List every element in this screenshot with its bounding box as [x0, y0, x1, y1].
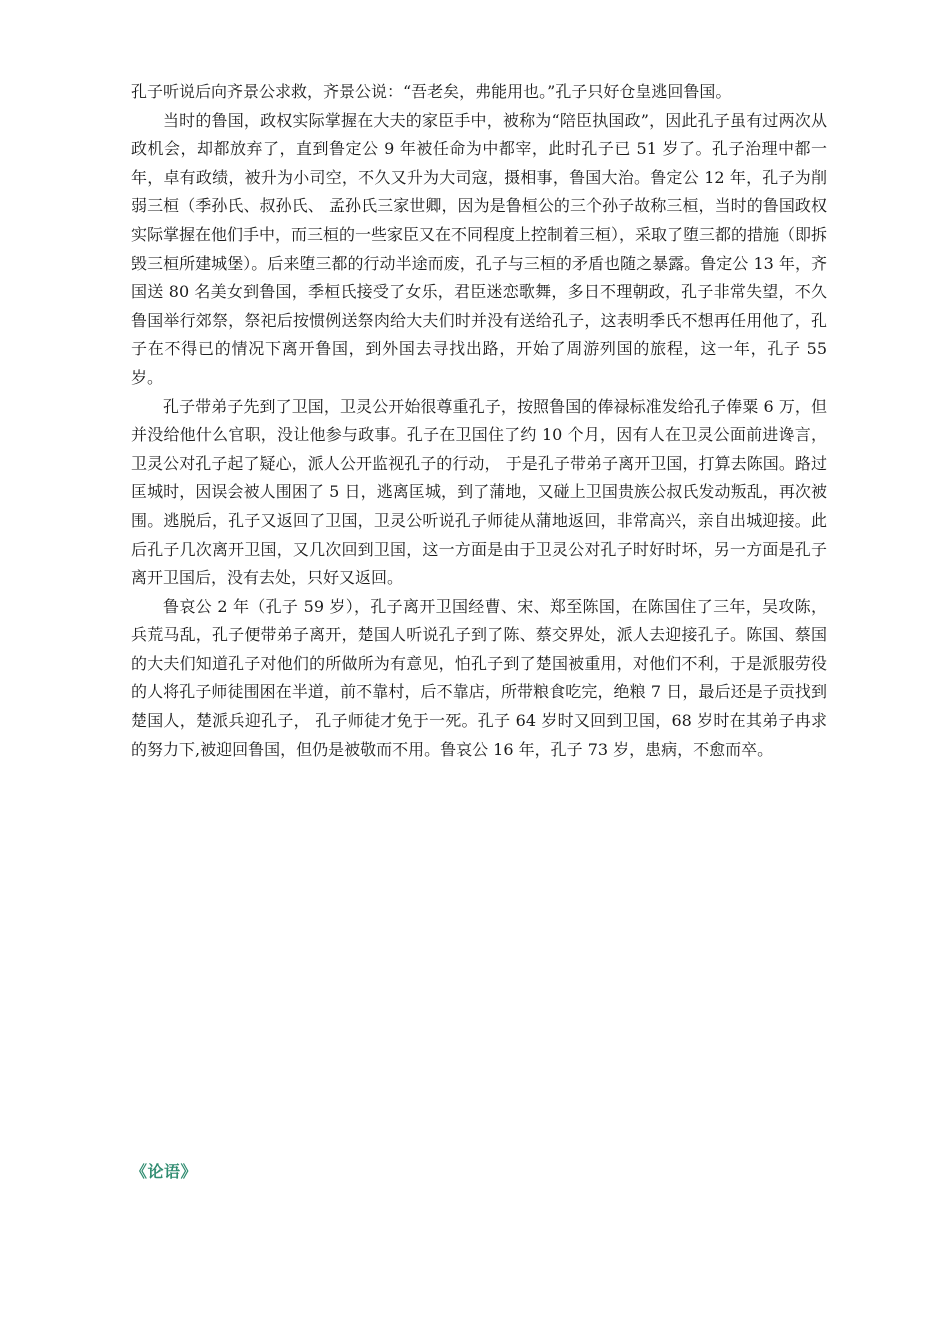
paragraph-3: 孔子带弟子先到了卫国，卫灵公开始很尊重孔子，按照鲁国的俸禄标准发给孔子俸粟 6 万，但并没给他什么官职，没让他参与政事。孔子在卫国住了约 10 个月，因有人在卫灵公面前进谗言，卫灵公对孔子起了疑心，派人公开监视孔子的行动， 于是孔子带弟子离开卫国，打算去陈国。路过匡城时，因误会被人围困了 5 日，逃离匡城，到了蒲地，又碰上卫国贵族公叔氏发动叛乱，再次被围。逃脱后，孔子又返回了卫国，卫灵公听说孔子师徒从蒲地返回，非常高兴，亲自出城迎接。此后孔子几次离开卫国，又几次回到卫国，这一方面是由于卫灵公对孔子时好时坏，另一方面是孔子离开卫国后，没有去处，只好又返回。	[131, 396, 827, 588]
paragraph-2: 当时的鲁国，政权实际掌握在大夫的家臣手中，被称为“陪臣执国政”，因此孔子虽有过两次从政机会，却都放弃了，直到鲁定公 9 年被任命为中都宰，此时孔子已 51 岁了。孔子治理中都一年，卓有政绩，被升为小司空，不久又升为大司寇，摄相事，鲁国大治。鲁定公 12 年，孔子为削弱三桓（季孙氏、叔孙氏、 孟孙氏三家世卿，因为是鲁桓公的三个孙子故称三桓，当时的鲁国政权实际掌握在他们手中，而三桓的一些家臣又在不同程度上控制着三桓），采取了堕三都的措施（即拆毁三桓所建城堡）。后来堕三都的行动半途而废，孔子与三桓的矛盾也随之暴露。鲁定公 13 年，齐国送 80 名美女到鲁国，季桓氏接受了女乐，君臣迷恋歌舞，多日不理朝政，孔子非常失望，不久鲁国举行郊祭，祭祀后按惯例送祭肉给大夫们时并没有送给孔子，这表明季氏不想再任用他了，孔子在不得已的情况下离开鲁国，到外国去寻找出路，开始了周游列国的旅程，这一年，孔子 55 岁。	[131, 110, 828, 387]
paragraph-4: 鲁哀公 2 年（孔子 59 岁），孔子离开卫国经曹、宋、郑至陈国，在陈国住了三年，吴攻陈，兵荒马乱，孔子便带弟子离开，楚国人听说孔子到了陈、蔡交界处，派人去迎接孔子。陈国、蔡国的大夫们知道孔子对他们的所做所为有意见，怕孔子到了楚国被重用，对他们不利，于是派服劳役的人将孔子师徒围困在半道，前不靠村，后不靠店，所带粮食吃完，绝粮 7 日，最后还是子贡找到楚国人，楚派兵迎孔子， 孔子师徒才免于一死。孔子 64 岁时又回到卫国，68 岁时在其弟子冉求的努力下,被迎回鲁国，但仍是被敬而不用。鲁哀公 16 年，孔子 73 岁，患病，不愈而卒。	[131, 596, 827, 759]
section-title-lunyu: 《论语》	[131, 1162, 198, 1181]
paragraph-1: 孔子听说后向齐景公求救，齐景公说：“吾老矣，弗能用也。”孔子只好仓皇逃回鲁国。	[131, 82, 732, 101]
document-body	[131, 78, 827, 764]
